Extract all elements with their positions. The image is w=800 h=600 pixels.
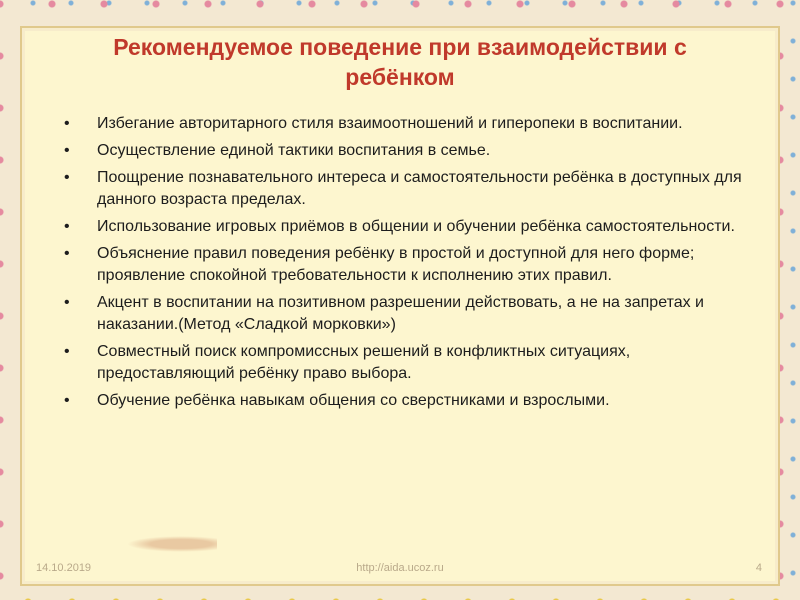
bullet-item: • Избегание авторитарного стиля взаимоотношений и гиперопеки в воспитании. (64, 113, 764, 135)
bullet-item: • Совместный поиск компромиссных решений в конфликтных ситуациях, предоставляющий ребёнку право выбора. (64, 341, 764, 385)
decorative-swoosh (127, 536, 217, 552)
footer-url[interactable]: http://aida.ucoz.ru (356, 562, 444, 574)
bullet-item: • Объяснение правил поведения ребёнку в простой и доступной для него форме; проявление спокойной требовательности к исполнению этих правил. (64, 243, 764, 287)
bullet-item: • Обучение ребёнка навыкам общения со сверстниками и взрослыми. (64, 390, 764, 412)
bullet-item: • Использование игровых приёмов в общении и обучении ребёнка самостоятельности. (64, 216, 764, 238)
footer-date: 14.10.2019 (36, 562, 92, 574)
slide-number: 4 (755, 562, 762, 574)
bullet-item: • Поощрение познавательного интереса и самостоятельности ребёнка в доступных для данного возраста пределах. (64, 167, 764, 211)
bullet-item: • Акцент в воспитании на позитивном разрешении действовать, а не на запретах и наказании.(Метод «Сладкой морковки») (64, 292, 764, 336)
slide (20, 26, 780, 586)
bullet-item: • Осуществление единой тактики воспитания в семье. (64, 140, 764, 162)
bullet-list (64, 113, 764, 417)
slide-title: Рекомендуемое поведение при взаимодействии с ребёнком (113, 34, 687, 90)
